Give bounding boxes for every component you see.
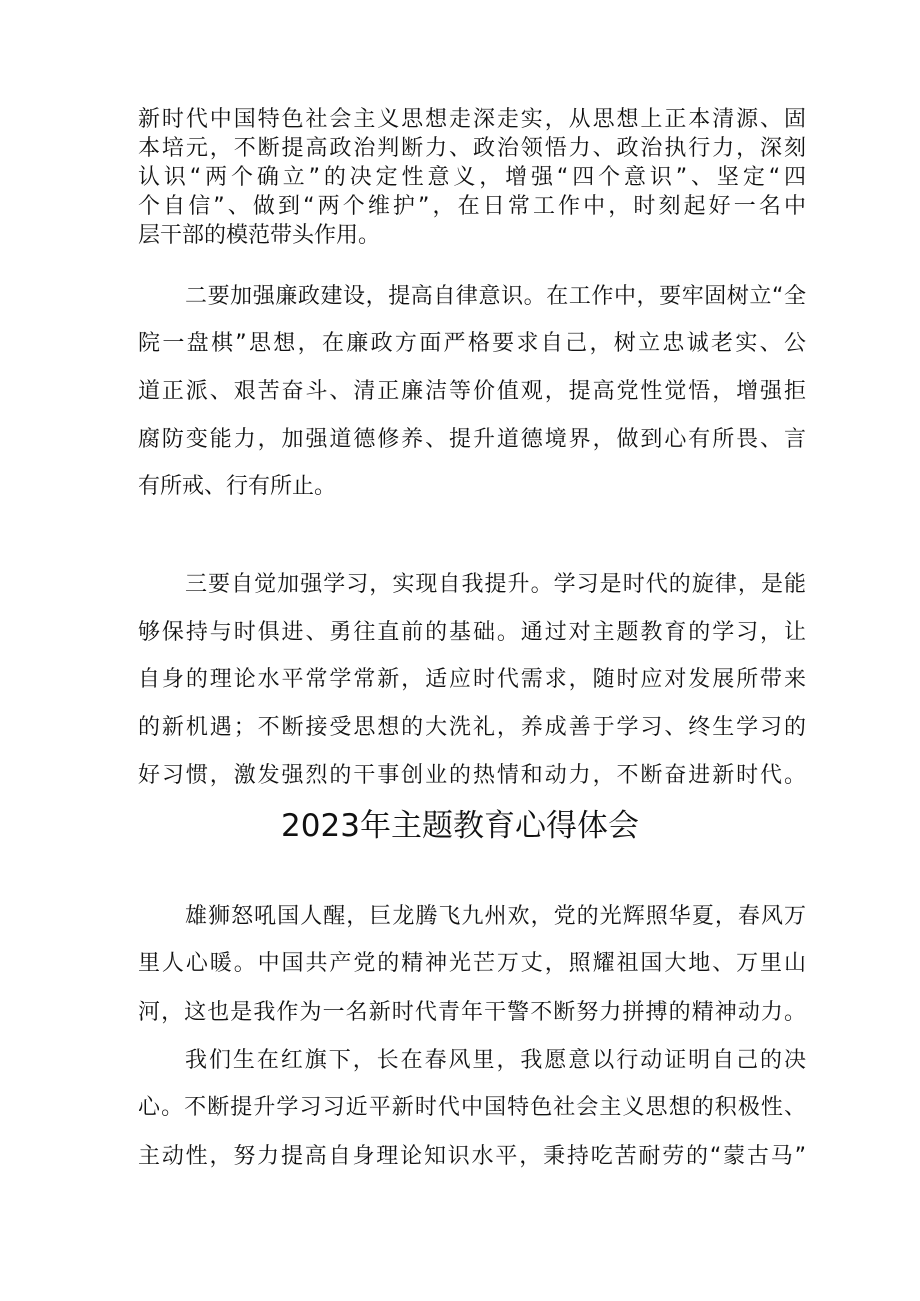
paragraph-line: 个自信”、做到“两个维护”，在日常工作中，时刻起好一名中 bbox=[138, 194, 806, 219]
paragraph-line: 够保持与时俱进、勇往直前的基础。通过对主题教育的学习，让 bbox=[138, 620, 806, 645]
paragraph-line: 二要加强廉政建设，提高自律意识。在工作中，要牢固树立“全 bbox=[185, 284, 806, 309]
paragraph-line: 里人心暖。中国共产党的精神光芒万丈，照耀祖国大地、万里山 bbox=[138, 951, 806, 976]
paragraph-line: 院一盘棋”思想，在廉政方面严格要求自己，树立忠诚老实、公 bbox=[138, 331, 806, 356]
paragraph-line: 的新机遇；不断接受思想的大洗礼，养成善于学习、终生学习的 bbox=[138, 715, 806, 740]
paragraph-line: 好习惯，激发强烈的干事创业的热情和动力，不断奋进新时代。 bbox=[138, 763, 806, 788]
paragraph-line: 腐防变能力，加强道德修养、提升道德境界，做到心有所畏、言 bbox=[138, 427, 806, 452]
paragraph-line: 雄狮怒吼国人醒，巨龙腾飞九州欢，党的光辉照华夏，春风万 bbox=[185, 904, 806, 929]
paragraph-line: 心。不断提升学习习近平新时代中国特色社会主义思想的积极性、 bbox=[138, 1095, 806, 1120]
paragraph-line: 有所戒、行有所止。 bbox=[138, 474, 337, 499]
paragraph-line: 河，这也是我作为一名新时代青年干警不断努力拼搏的精神动力。 bbox=[138, 1000, 806, 1025]
paragraph-line: 本培元，不断提高政治判断力、政治领悟力、政治执行力，深刻 bbox=[138, 136, 806, 161]
paragraph-line: 自身的理论水平常学常新，适应时代需求，随时应对发展所带来 bbox=[138, 667, 806, 692]
paragraph-line: 三要自觉加强学习，实现自我提升。学习是时代的旋律，是能 bbox=[185, 572, 806, 597]
paragraph-line: 层干部的模范带头作用。 bbox=[138, 223, 381, 248]
paragraph-line: 新时代中国特色社会主义思想走深走实，从思想上正本清源、固 bbox=[138, 107, 806, 132]
paragraph-line: 道正派、艰苦奋斗、清正廉洁等价值观，提高党性觉悟，增强拒 bbox=[138, 379, 806, 404]
paragraph-line: 主动性，努力提高自身理论知识水平，秉持吃苦耐劳的“蒙古马” bbox=[138, 1144, 806, 1169]
document-title: 2023年主题教育心得体会 bbox=[281, 808, 639, 844]
paragraph-line: 认识“两个确立”的决定性意义，增强“四个意识”、坚定“四 bbox=[138, 165, 806, 190]
paragraph-line: 我们生在红旗下，长在春风里，我愿意以行动证明自己的决 bbox=[185, 1048, 806, 1073]
